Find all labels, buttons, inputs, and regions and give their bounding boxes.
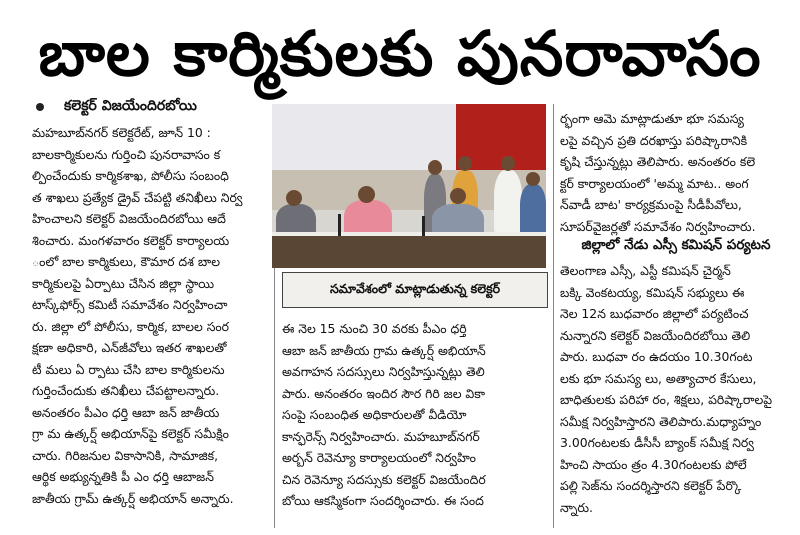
text-line: ల్పించేందుకు కార్మికశాఖ, పోలీసు సంబంధి [32, 168, 229, 183]
microphone [338, 214, 341, 236]
person-standing [494, 170, 522, 234]
microphone [422, 216, 425, 236]
text-line: అర్బన్ రెవెన్యూ కార్యాలయంలో నిర్వహిం [282, 450, 476, 465]
byline [36, 96, 197, 118]
text-line: లపై వచ్చిన ప్రతి దరఖాస్తు పరిష్కారానికి [560, 132, 748, 148]
person-standing [520, 184, 546, 236]
text-line: కార్మికులపై ఏర్పాటు చేసిన జిల్లా స్థాయి [32, 275, 215, 291]
article-column-3-bottom [560, 260, 790, 518]
text-line: కాన్ఫరెన్స్ నిర్వహించారు. మహబూబ్‌నగర్ [282, 428, 480, 444]
person-head [526, 172, 540, 186]
text-line: చారు. గిరిజనుల వికాసానికి, సామాజిక, [32, 447, 219, 463]
meeting-photo [272, 104, 546, 268]
text-line: క్షణా అధికారి, ఎన్‌జీవోలు ఇతర శాఖలతో [32, 340, 227, 355]
person-head [450, 188, 466, 204]
text-line: జాతీయ గ్రామ్ ఉత్కర్ష్ అభియాన్ అన్నారు. [32, 490, 234, 506]
text-line: నెల 12న బుధవారం జిల్లాలో పర్యటించ [560, 306, 749, 321]
text-line: ఆబా జన్ జాతీయ గ్రామ ఉత్కర్ష్ అభియాన్ [282, 342, 486, 358]
text-line: క్టర్ కార్యాలయంలో 'అమ్మ మాట.. అంగ [560, 175, 749, 191]
article-column-3-top [560, 108, 790, 237]
text-line: ఆర్థిక అభ్యున్నతికి పీ ఎం ధర్తి ఆబాజన్ [32, 469, 214, 484]
text-line: హించాలని కలెక్టర్ విజయేందిరబోయి ఆదే [32, 211, 226, 226]
text-line: త శాఖలు ప్రత్యేక డ్రైవ్ చేపట్టి తనిఖీలు నిర్వ [32, 189, 243, 205]
text-line: బాధితులకు పరిహా రం, శిక్షలు, పరిష్కారాలపై [560, 392, 773, 407]
column-divider [553, 104, 554, 528]
person-head [428, 160, 442, 175]
text-line: టీ మలు ఏ ర్పాటు చేసి బాల కార్మికులను [32, 361, 225, 377]
text-line: పల్లి సెజ్‌ను సందర్శిస్తారని కలెక్టర్ పేర్కొ [560, 478, 742, 493]
text-line: ఈ నెల 15 నుంచి 30 వరకు పీఎం ధర్తి [282, 321, 467, 336]
text-line: శించారు. మంగళవారం కలెక్టర్ కార్యాలయ [32, 232, 230, 248]
text-line: టాస్క్‌ఫోర్స్ కమిటీ సమావేశం నిర్వహించా [32, 297, 228, 312]
text-line: న్నారు. [560, 499, 593, 515]
text-line: సమీక్ష నిర్వహిస్తారని తెలిపారు.మధ్యాహ్నం [560, 413, 762, 429]
person-head [501, 156, 515, 171]
article-column-1 [32, 122, 268, 509]
text-line: పారు. అనంతరం ఇందిర సౌర గిరి జల వికా [282, 385, 485, 401]
person-head [286, 190, 302, 206]
text-line: చిన రెవెన్యూ సదస్సుకు కలెక్టర్ విజయేందిర [282, 471, 486, 487]
text-line: హించి సాయం త్రం 4.30గంటలకు పోలే [560, 456, 747, 472]
text-line: రు. జిల్లా లో పోలీసు, కార్మిక, బాలల సంర [32, 318, 230, 334]
article-column-2 [282, 318, 547, 512]
headline: బాల కార్మికులకు పునరావాసం [38, 17, 762, 90]
text-line: అనంతరం పీఎం ధర్తి ఆబా జన్ జాతీయ [32, 404, 220, 420]
text-line: అవగాహన సదస్సులు నిర్వహిస్తున్నట్లు తెలి [282, 364, 485, 379]
text-line: పారు. బుధవా రం ఉదయం 10.30గంట [560, 349, 753, 364]
text-line: 3.00గంటలకు డీసీసీ బ్యాంక్ సమీక్ష నిర్వ [560, 435, 754, 450]
sub-headline: జిల్లాలో నేడు ఎస్సీ కమిషన్ పర్యటన [581, 237, 771, 253]
text-line: మహబూబ్‌నగర్ కలెక్టరేట్, జూన్ 10 : [32, 125, 211, 140]
text-line: సంపై సంబంధిత అధికారులతో వీడియో [282, 407, 467, 422]
bullet-icon [36, 103, 44, 111]
text-line: సూపర్‌వైజర్లతో సమావేశం నిర్వహించారు. [560, 218, 756, 234]
text-line: లకు భూ సమస్య లు, అత్యాచార కేసులు, [560, 370, 757, 386]
text-line: బాలకార్మికులను గుర్తించి పునరావాసం క [32, 146, 221, 162]
text-line: నున్నారని కలెక్టర్ విజయేందిరబోయి తెలి [560, 327, 751, 343]
byline-text: కలెక్టర్ విజయేందిరబోయి [64, 97, 197, 114]
photo-caption: సమావేశంలో మాట్లాడుతున్న కలెక్టర్ [282, 272, 548, 308]
table [272, 236, 546, 268]
text-line: న్‌వాడీ బాట' కార్యక్రమంపై సీడీపీవోలు, [560, 197, 742, 212]
person-head [458, 156, 472, 171]
text-line: కృషి చేస్తున్నట్లు తెలిపారు. అనంతరం కలె [560, 154, 756, 169]
text-line: బక్కి వెంకటయ్య, కమిషన్ సభ్యులు ఈ [560, 284, 745, 300]
text-line: ంలో బాల కార్మికులు, కౌమార దశ బాల [32, 254, 221, 269]
text-line: గ్రా మ ఉత్కర్ష్ అభియాన్‌పై కలెక్టర్ సమీక్షిం [32, 426, 229, 441]
text-line: బోయి ఆకస్మికంగా సందర్శించారు. ఈ సంద [282, 493, 484, 508]
projector-screen [272, 104, 456, 171]
text-line: గుర్తించేందుకు తనిఖీలు చేపట్టాలన్నారు. [32, 383, 220, 398]
text-line: ర్భంగా ఆమె మాట్లాడుతూ భూ సమస్య [560, 111, 744, 126]
text-line: తెలంగాణ ఎస్సీ, ఎస్టీ కమిషన్ చైర్మన్ [560, 263, 731, 278]
person-head [358, 186, 375, 203]
